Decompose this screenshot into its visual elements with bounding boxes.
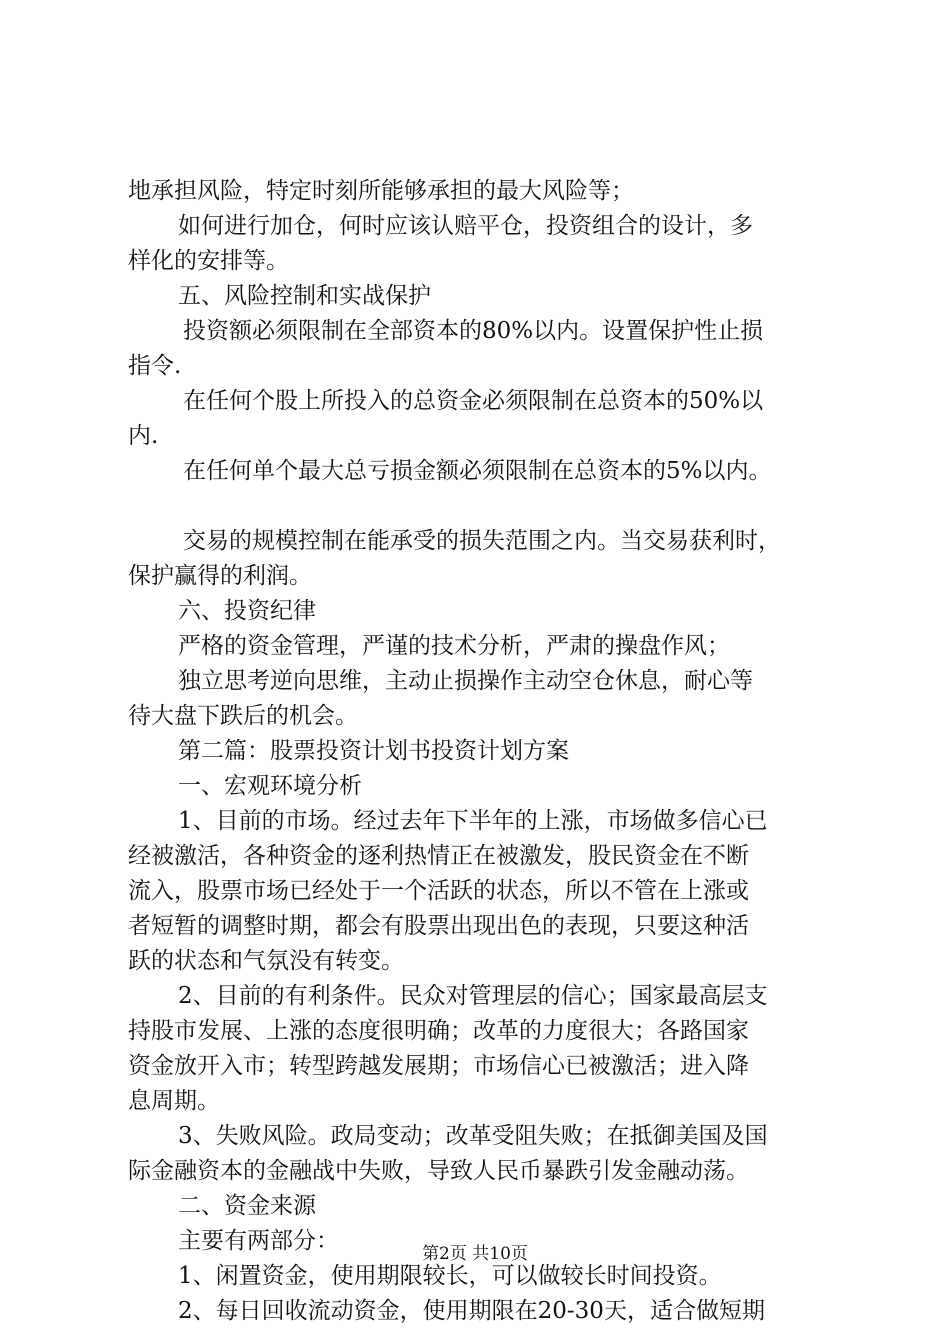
text-line: 息周期。 xyxy=(128,1088,220,1114)
text-line: 际金融资本的金融战中失败，导致人民币暴跌引发金融动荡。 xyxy=(128,1158,749,1184)
text-line: 经被激活，各种资金的逐利热情正在被激发，股民资金在不断 xyxy=(128,843,749,869)
section-heading: 五、风险控制和实战保护 xyxy=(178,283,431,309)
page-number-footer: 第2页 共10页 xyxy=(422,1244,528,1264)
text-line: 主要有两部分： xyxy=(178,1228,339,1254)
text-line: 内. xyxy=(128,423,159,449)
document-body xyxy=(128,174,833,1329)
text-line: 指令. xyxy=(128,353,182,379)
text-line: 1、闲置资金，使用期限较长，可以做较长时间投资。 xyxy=(178,1263,722,1289)
text-line: 流入，股票市场已经处于一个活跃的状态，所以不管在上涨或 xyxy=(128,878,749,904)
paragraph-gap xyxy=(128,489,833,524)
text-line: 2、每日回收流动资金，使用期限在20-30天，适合做短期 xyxy=(178,1298,765,1324)
text-line: 独立思考逆向思维，主动止损操作主动空仓休息，耐心等 xyxy=(178,668,753,694)
text-line: 如何进行加仓，何时应该认赔平仓，投资组合的设计，多 xyxy=(178,213,753,239)
text-line: 地承担风险，特定时刻所能够承担的最大风险等； xyxy=(128,178,634,204)
text-line: 者短暂的调整时期，都会有股票出现出色的表现，只要这种活 xyxy=(128,913,749,939)
text-line: 待大盘下跌后的机会。 xyxy=(128,703,358,729)
text-line: 1、目前的市场。经过去年下半年的上涨，市场做多信心已 xyxy=(178,808,768,834)
text-line: 严格的资金管理，严谨的技术分析，严肃的操盘作风； xyxy=(178,633,730,659)
text-line: 投资额必须限制在全部资本的80%以内。设置保护性止损 xyxy=(183,318,764,344)
text-line: 样化的安排等。 xyxy=(128,248,289,274)
text-line: 跃的状态和气氛没有转变。 xyxy=(128,948,404,974)
text-line: 保护赢得的利润。 xyxy=(128,563,312,589)
section-heading: 二、资金来源 xyxy=(178,1193,316,1219)
text-line: 3、失败风险。政局变动；改革受阻失败；在抵御美国及国 xyxy=(178,1123,768,1149)
text-line: 在任何个股上所投入的总资金必须限制在总资本的50%以 xyxy=(183,388,764,414)
text-line: 持股市发展、上涨的态度很明确；改革的力度很大；各路国家 xyxy=(128,1018,749,1044)
text-line: 在任何单个最大总亏损金额必须限制在总资本的5%以内。 xyxy=(183,458,772,484)
text-line: 交易的规模控制在能承受的损失范围之内。当交易获利时， xyxy=(183,528,781,554)
text-line: 2、目前的有利条件。民众对管理层的信心；国家最高层支 xyxy=(178,983,768,1009)
section-heading: 一、宏观环境分析 xyxy=(178,773,362,799)
section-heading: 六、投资纪律 xyxy=(178,598,316,624)
text-line: 资金放开入市；转型跨越发展期；市场信心已被激活；进入降 xyxy=(128,1053,749,1079)
part-title: 第二篇：股票投资计划书投资计划方案 xyxy=(178,738,569,764)
